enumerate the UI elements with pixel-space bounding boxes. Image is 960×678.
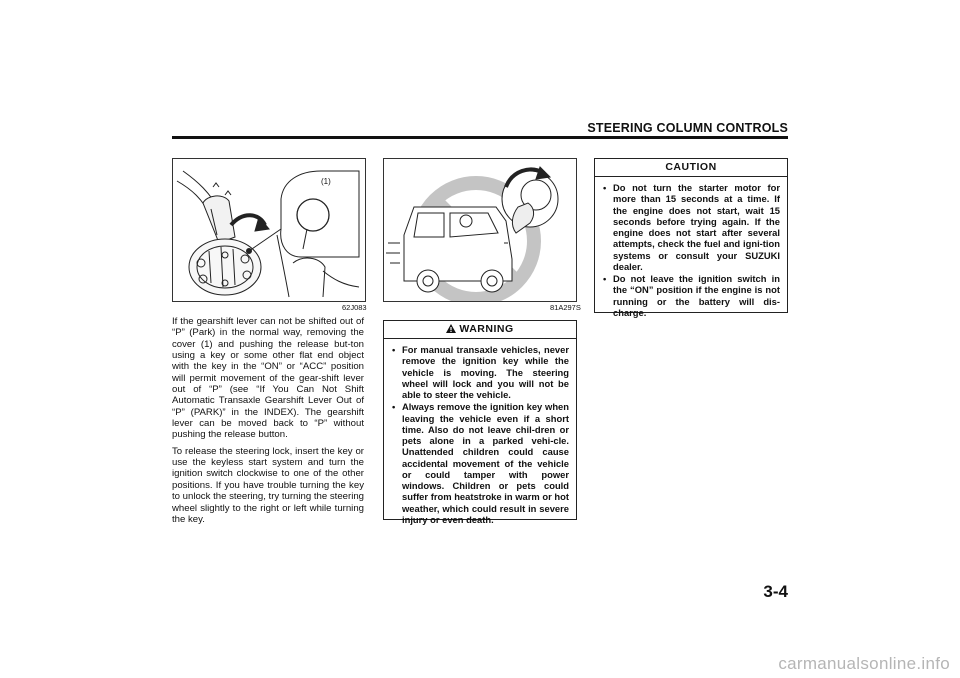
vehicle-illustration <box>384 159 576 301</box>
caution-item: • Do not leave the ignition switch in the “ON” position if the engine is not running or the battery will dis-charge. <box>613 273 780 318</box>
page-number: 3-4 <box>763 582 788 601</box>
figure-code: 81A297S <box>550 303 581 312</box>
body-text <box>172 316 364 530</box>
warning-header <box>384 321 576 339</box>
warning-box <box>383 320 577 525</box>
warning-triangle-icon <box>446 322 456 339</box>
warning-title: WARNING <box>459 323 514 335</box>
warning-item: • For manual transaxle vehicles, never remove the ignition key while the vehicle is moving. The steering wheel will lock and you will not be able to steer the vehicle. <box>402 344 569 400</box>
header-rule <box>172 136 788 139</box>
key-removal-figure <box>383 158 577 302</box>
caution-box <box>594 158 788 318</box>
figure-code: 62J083 <box>342 303 367 312</box>
gearshift-illustration <box>173 159 365 301</box>
watermark: carmanualsonline.info <box>778 654 950 673</box>
caution-header: CAUTION <box>595 159 787 177</box>
warning-item: • Always remove the ignition key when leaving the vehicle even if a short time. Also do not leave chil-dren or pets alone in a parked vehi-cle. Unattended children could cause accidental movement of the vehicle or could tamper with power windows. Children or pets could suffer from heatstroke in warm or hot weather, which could result in severe injury or even death. <box>402 401 569 525</box>
paragraph-gearshift-release: If the gearshift lever can not be shifted out of “P” (Park) in the normal way, removing the cover (1) and pushing the release but-ton using a key or some other flat end object with the key in the “ON” or “ACC” position will permit movement of the gear-shift lever out of “P” (see “If You Can Not Shift Automatic Transaxle Gearshift Lever Out of “P” (PARK)” in the INDEX). The gearshift lever can be moved back to “P” without pushing the release button. <box>172 316 364 441</box>
caution-list <box>595 177 787 324</box>
paragraph-steering-lock: To release the steering lock, insert the key or use the keyless start system and turn the ignition switch clockwise to one of the other positions. If you have trouble turning the key to unlock the steering, try turning the steering wheel slightly to the right or left while turning the key. <box>172 445 364 525</box>
section-title: STEERING COLUMN CONTROLS <box>587 121 788 135</box>
caution-item: • Do not turn the starter motor for more than 15 seconds at a time. If the engine does not start, wait 15 seconds before trying again. If the engine does not start after several attempts, check the fuel and igni-tion systems or consult your SUZUKI dealer. <box>613 182 780 272</box>
callout-1: (1) <box>321 177 331 186</box>
warning-list <box>384 339 576 531</box>
gearshift-figure <box>172 158 366 302</box>
